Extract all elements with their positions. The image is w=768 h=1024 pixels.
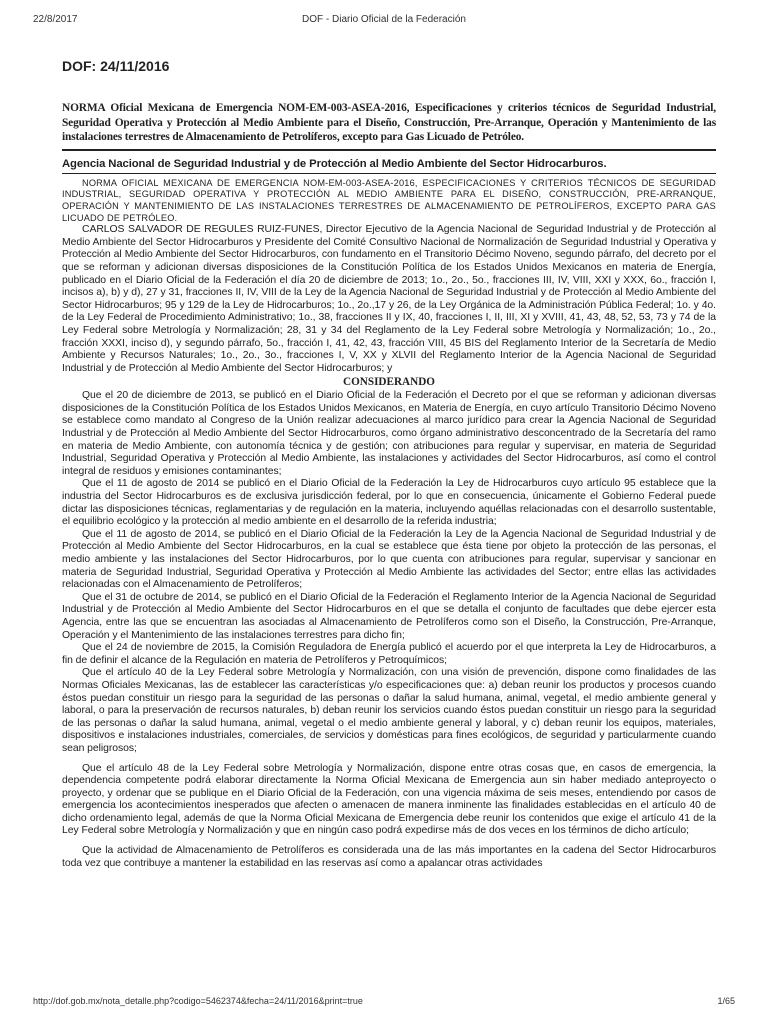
considerando-paragraph: Que el 24 de noviembre de 2015, la Comisión Reguladora de Energía publicó el acuerdo por el que interpreta la Ley de Hidrocarburos, a fin de definir el alcance de la Regulación en materia de Petrolíferos y Petroquímicos;: [62, 642, 716, 666]
print-header: [33, 14, 735, 28]
print-url: http://dof.gob.mx/nota_detalle.php?codigo=5462374&fecha=24/11/2016&print=true: [33, 996, 363, 1006]
considerando-paragraph: Que el artículo 48 de la Ley Federal sobre Metrología y Normalización, dispone entre otras cosas que, en casos de emergencia, la dependencia competente podrá elaborar directamente la Norma Oficial Mexicana de Emergencia aun sin haber mediado anteproyecto o proyecto, y ordenar que se publique en el Diario Oficial de la Federación, con una vigencia máxima de seis meses, entendiendo por casos de emergencia los acontecimientos inesperados que afecten o amenacen de manera inminente las finalidades establecidas en el artículo 40 de dicho ordenamiento legal, además de que la Norma Oficial Mexicana de Emergencia debe reunir los contenidos que exige el artículo 41 de la Ley Federal sobre Metrología y Normalización y que en ningún caso podrá expedirse más de dos veces en los términos de dicho artículo;: [62, 762, 716, 837]
page-counter: 1/65: [717, 996, 735, 1006]
considerando-paragraph: Que el 20 de diciembre de 2013, se publicó en el Diario Oficial de la Federación el Decreto por el que se reforman y adicionan diversas disposiciones de la Constitución Política de los Estados Unidos Mexicanos, en Materia de Energía, en cuyo artículo Transitorio Décimo Noveno se establece como mandato al Congreso de la Unión realizar adecuaciones al marco jurídico para crear la Agencia Nacional de Seguridad Industrial y de Protección al Medio Ambiente del Sector Hidrocarburos, como órgano administrativo desconcentrado de la Secretaría del ramo en materia de Medio Ambiente, con autonomía técnica y de gestión; con atribuciones para regular y supervisar, en materia de Seguridad Industrial, Seguridad Operativa y Protección al Medio Ambiente, las instalaciones y actividades del Sector Hidrocarburos, así como el control integral de residuos y emisiones contaminantes;: [62, 390, 716, 477]
document-body: [62, 58, 716, 870]
intro-caps-paragraph: NORMA OFICIAL MEXICANA DE EMERGENCIA NOM-EM-003-ASEA-2016, ESPECIFICACIONES Y CRITERIOS TÉCNICOS DE SEGURIDAD INDUSTRIAL, SEGURIDAD OPERATIVA Y PROTECCIÓN AL MEDIO AMBIENTE PARA EL DISEÑO, CONSTRUCCIÓN, PRE-ARRANQUE, OPERACIÓN Y MANTENIMIENTO DE LAS INSTALACIONES TERRESTRES DE ALMACENAMIENTO DE PETROLÍFEROS, EXCEPTO PARA GAS LICUADO DE PETRÓLEO.: [62, 177, 716, 223]
norm-title: NORMA Oficial Mexicana de Emergencia NOM-EM-003-ASEA-2016, Especificaciones y criterios técnicos de Seguridad Industrial, Seguridad Operativa y Protección al Medio Ambiente para el Diseño, Construcción, Pre-Arranque, Operación y Mantenimiento de las instalaciones terrestres de Almacenamiento de Petrolíferos, excepto para Gas Licuado de Petróleo.: [62, 101, 716, 151]
print-footer: [33, 996, 735, 1010]
agency-name: Agencia Nacional de Seguridad Industrial y de Protección al Medio Ambiente del Sector Hidrocarburos.: [62, 158, 716, 174]
print-date: 22/8/2017: [33, 14, 78, 25]
considerando-paragraph: Que el artículo 40 de la Ley Federal sobre Metrología y Normalización, con una visión de prevención, dispone como finalidades de las Normas Oficiales Mexicanas, las de establecer las características y/o especificaciones que: a) deban reunir los productos y procesos cuando éstos puedan constituir un riesgo para la seguridad de las personas o dañar la salud humana, animal, vegetal, el medio ambiente general y laboral, o para la preservación de recursos naturales, b) deban reunir los servicios cuando éstos puedan constituir un riesgo para la seguridad de las personas o dañar la salud humana, animal, vegetal o el medio ambiente general y laboral, y c) deban reunir los equipos, materiales, dispositivos e instalaciones industriales, comerciales, de servicios y domésticas para fines ecológicos, de seguridad y particularmente cuando sean peligrosos;: [62, 667, 716, 754]
intro-director-paragraph: CARLOS SALVADOR DE REGULES RUIZ-FUNES, Director Ejecutivo de la Agencia Nacional de Seguridad Industrial y de Protección al Medio Ambiente del Sector Hidrocarburos y Presidente del Comité Consultivo Nacional de Normalización de Seguridad Industrial y Operativa y Protección al Medio Ambiente del Sector Hidrocarburos, con fundamento en el Transitorio Décimo Noveno, segundo párrafo, del decreto por el que se reforman y adicionan diversas disposiciones de la Constitución Política de los Estados Unidos Mexicanos en materia de Energía, publicado en el Diario Oficial de la Federación el día 20 de diciembre de 2013; 1o., 2o., 5o., fracciones III, IV, VIII, XXI y XXX, 6o., fracción I, incisos a), b) y d), 27 y 31, fracciones II, IV, VIII de la Ley de la Agencia Nacional de Seguridad Industrial y de Protección al Medio Ambiente del Sector Hidrocarburos; 95 y 129 de la Ley de Hidrocarburos; 1o., 2o.,17 y 26, de la Ley Orgánica de la Administración Pública Federal; 1o. y 4o. de la Ley Federal de Procedimiento Administrativo; 1o., 38, fracciones II y IX, 40, fracciones I, II, III, XI y XVIII, 41, 43, 48, 52, 53, 73 y 74 de la Ley Federal sobre Metrología y Normalización; 28, 31 y 34 del Reglamento de la Ley Federal sobre Metrología y Normalización; 1o., 2o., fracción XXXI, inciso d), y segundo párrafo, 5o., fracción I, 41, 42, 43, fracción VIII, 45 BIS del Reglamento Interior de la Secretaría de Medio Ambiente y Recursos Naturales; 1o., 2o., 3o., fracciones I, V, XX y XLVII del Reglamento Interior de la Agencia Nacional de Seguridad Industrial y de Protección al Medio Ambiente del Sector Hidrocarburos; y: [62, 224, 716, 374]
considerando-paragraph: Que la actividad de Almacenamiento de Petrolíferos es considerada una de las más importantes en la cadena del Sector Hidrocarburos toda vez que contribuye a mantener la estabilidad en las reservas así como a apalancar otras actividades: [62, 845, 716, 869]
considerando-paragraph: Que el 11 de agosto de 2014 se publicó en el Diario Oficial de la Federación la Ley de Hidrocarburos cuyo artículo 95 establece que la industria del Sector Hidrocarburos es de exclusiva jurisdicción federal, por lo que en consecuencia, únicamente el Gobierno Federal puede dictar las disposiciones técnicas, reglamentarias y de regulación en la materia, incluyendo aquéllas relacionadas con el desarrollo sustentable, el equilibrio ecológico y la protección al medio ambiente en el desarrollo de la referida industria;: [62, 478, 716, 528]
considerando-paragraph: Que el 11 de agosto de 2014, se publicó en el Diario Oficial de la Federación la Ley de la Agencia Nacional de Seguridad Industrial y de Protección al Medio Ambiente del Sector Hidrocarburos, en la cual se establece que ésta tiene por objeto la protección de las personas, el medio ambiente y las instalaciones del Sector Hidrocarburos, por lo que cuenta con atribuciones para regular, supervisar y sancionar en materia de Seguridad Industrial, Seguridad Operativa y Protección al Medio Ambiente las actividades del Sector; entre ellas las actividades relacionadas con el Almacenamiento de Petrolíferos;: [62, 528, 716, 591]
considerando-paragraph: Que el 31 de octubre de 2014, se publicó en el Diario Oficial de la Federación el Reglamento Interior de la Agencia Nacional de Seguridad Industrial y de Protección al Medio Ambiente del Sector Hidrocarburos en el que se detalla el conjunto de facultades que debe ejercer esta Agencia, entre las que se encuentran las asociadas al Almacenamiento de Petrolíferos como son el Diseño, la Construcción, Pre-Arranque, Operación y el Mantenimiento de las instalaciones terrestres para dicho fin;: [62, 591, 716, 641]
print-page-title: DOF - Diario Oficial de la Federación: [302, 14, 466, 25]
considerando-heading: CONSIDERANDO: [343, 376, 435, 389]
dof-date: DOF: 24/11/2016: [62, 58, 170, 74]
